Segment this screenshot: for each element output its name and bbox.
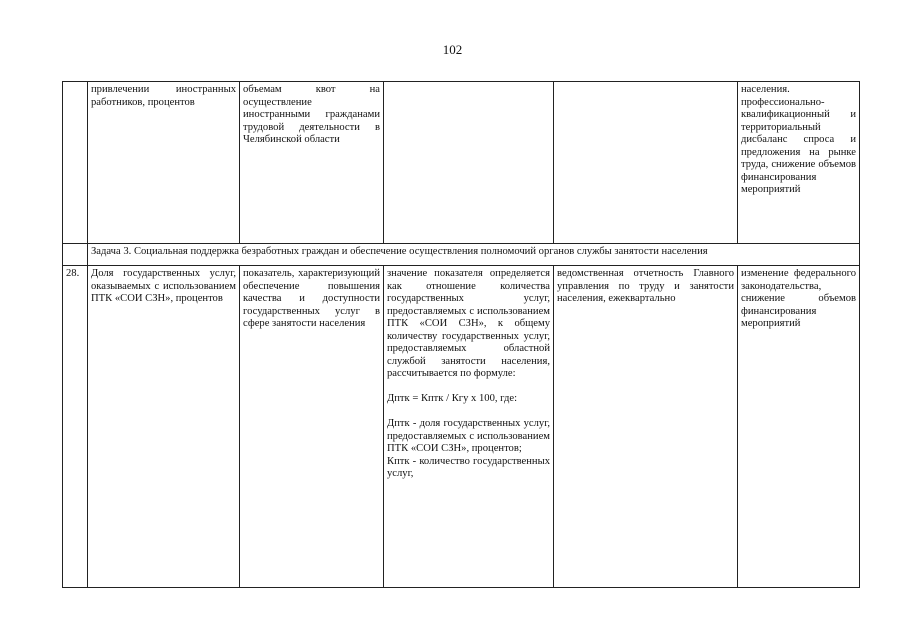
task-header: Задача 3. Социальная поддержка безработных граждан и обеспечение осуществления полномочий органов службы занятости населения: [88, 244, 860, 266]
risk-factors-cell: изменение федерального законодательства, снижение объемов финансирования мероприятий: [738, 266, 860, 588]
row-number-cell: [63, 82, 88, 244]
table-row: [63, 82, 860, 244]
data-source-cell: [554, 82, 738, 244]
page-number: 102: [442, 42, 463, 57]
row-number-cell: 28.: [63, 266, 88, 588]
calculation-method-cell: [384, 82, 554, 244]
formula: Дптк = Кптк / Кгу x 100, где:: [387, 393, 518, 404]
indicators-table: [62, 81, 860, 588]
task-number-cell: [63, 244, 88, 266]
calculation-method-cell: [384, 266, 554, 588]
table-row: [63, 266, 860, 588]
risk-factors-cell: населения. профессионально-квалификационный и территориальный дисбаланс спроса и предложения на рынке труда, снижение объемов финансирования мероприятий: [738, 82, 860, 244]
indicator-definition-cell: объемам квот на осуществление иностранными гражданами трудовой деятельности в Челябинской области: [240, 82, 384, 244]
formula-variable-definition: Кптк - количество государственных услуг,: [387, 455, 550, 479]
formula-variable-definition: Дптк - доля государственных услуг, предоставляемых с использованием ПТК «СОИ СЗН», процентов;: [387, 418, 550, 454]
indicator-name-cell: привлечении иностранных работников, процентов: [88, 82, 240, 244]
indicator-definition-cell: показатель, характеризующий обеспечение повышения качества и доступности государственных услуг в сфере занятости населения: [240, 266, 384, 588]
task-header-row: [63, 244, 860, 266]
indicator-name-cell: Доля государственных услуг, оказываемых с использованием ПТК «СОИ СЗН», процентов: [88, 266, 240, 588]
method-description: значение показателя определяется как отношение количества государственных услуг, предоставляемых с использованием ПТК «СОИ СЗН», к общему количеству государственных услуг, предоставляемых областной службой занятости населения, рассчитывается по формуле:: [387, 268, 550, 379]
data-source-cell: ведомственная отчетность Главного управления по труду и занятости населения, ежеквартально: [554, 266, 738, 588]
